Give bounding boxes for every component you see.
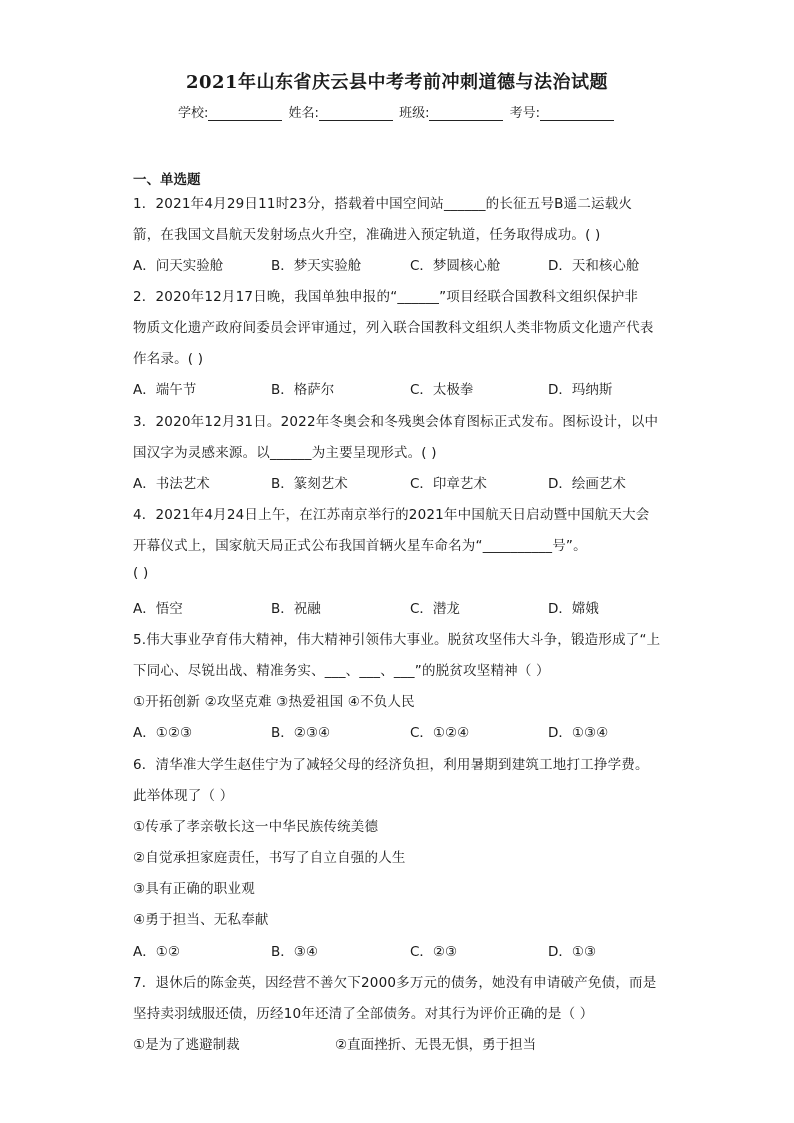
q1-option-c[interactable]: C．梦圆核心舱 <box>410 258 501 274</box>
q4-option-c[interactable]: C．潜龙 <box>410 601 460 617</box>
school-label: 学校: <box>178 106 209 121</box>
q6-statement-3: ③具有正确的职业观 <box>133 881 255 897</box>
q6-statement-2: ②自觉承担家庭责任，书写了自立自强的人生 <box>133 850 406 866</box>
q5-option-c[interactable]: C．①②④ <box>410 725 470 741</box>
q7-line-2: 坚持卖羽绒服还债，历经10年还清了全部债务。对其行为评价正确的是（ ） <box>133 1006 594 1022</box>
q3-option-b[interactable]: B．篆刻艺术 <box>271 476 348 492</box>
q4-line-3: ( ) <box>133 565 149 581</box>
q4-line-2: 开幕仪式上，国家航天局正式公布我国首辆火星车命名为“__________号”。 <box>133 538 587 554</box>
q5-option-a[interactable]: A．①②③ <box>133 725 193 741</box>
q7-line-1: 7．退休后的陈金英，因经营不善欠下2000多万元的债务，她没有申请破产免债，而是 <box>133 975 657 991</box>
class-label: 班级: <box>399 106 430 121</box>
q3-line-2: 国汉字为灵感来源。以______为主要呈现形式。( ) <box>133 445 437 461</box>
q7-statement-2: ②直面挫折、无畏无惧，勇于担当 <box>335 1037 537 1053</box>
q1-option-d[interactable]: D．天和核心舱 <box>548 258 640 274</box>
q5-line-1: 5.伟大事业孕育伟大精神，伟大精神引领伟大事业。脱贫攻坚伟大斗争，锻造形成了“上 <box>133 632 661 648</box>
q6-statement-4: ④勇于担当、无私奉献 <box>133 912 269 928</box>
q2-line-1: 2．2020年12月17日晚，我国单独申报的“______”项目经联合国教科文组织保护非 <box>133 289 639 305</box>
number-blank[interactable] <box>540 106 614 121</box>
q6-option-b[interactable]: B．③④ <box>271 944 318 960</box>
q6-statement-1: ①传承了孝亲敬长这一中华民族传统美德 <box>133 819 379 835</box>
q5-option-b[interactable]: B．②③④ <box>271 725 331 741</box>
q3-option-d[interactable]: D．绘画艺术 <box>548 476 626 492</box>
q6-option-a[interactable]: A．①② <box>133 944 180 960</box>
class-blank[interactable] <box>429 106 503 121</box>
q2-line-2: 物质文化遗产政府间委员会评审通过，列入联合国教科文组织人类非物质文化遗产代表 <box>133 320 654 336</box>
q6-option-c[interactable]: C．②③ <box>410 944 458 960</box>
q3-option-c[interactable]: C．印章艺术 <box>410 476 487 492</box>
q5-option-d[interactable]: D．①③④ <box>548 725 609 741</box>
section-heading: 一、单选题 <box>133 172 201 188</box>
q4-option-b[interactable]: B．祝融 <box>271 601 321 617</box>
q1-option-a[interactable]: A．问天实验舱 <box>133 258 224 274</box>
q4-option-a[interactable]: A．悟空 <box>133 601 183 617</box>
student-info-row <box>0 102 794 121</box>
q4-line-1: 4．2021年4月24日上午，在江苏南京举行的2021年中国航天日启动暨中国航天大会 <box>133 507 650 523</box>
q7-statement-1: ①是为了逃避制裁 <box>133 1037 240 1053</box>
q2-option-a[interactable]: A．端午节 <box>133 382 197 398</box>
q1-line-2: 箭，在我国文昌航天发射场点火升空，准确进入预定轨道，任务取得成功。( ) <box>133 227 601 243</box>
q3-option-a[interactable]: A．书法艺术 <box>133 476 210 492</box>
q2-option-b[interactable]: B．格萨尔 <box>271 382 335 398</box>
q3-line-1: 3．2020年12月31日。2022年冬奥会和冬残奥会体育图标正式发布。图标设计，以中 <box>133 414 659 430</box>
q6-line-1: 6．清华准大学生赵佳宁为了减轻父母的经济负担，利用暑期到建筑工地打工挣学费。 <box>133 757 649 773</box>
q2-option-d[interactable]: D．玛纳斯 <box>548 382 613 398</box>
q5-statements: ①开拓创新 ②攻坚克难 ③热爱祖国 ④不负人民 <box>133 694 415 710</box>
page-title: 2021年山东省庆云县中考考前冲刺道德与法治试题 <box>185 72 609 93</box>
q1-line-1: 1．2021年4月29日11时23分，搭载着中国空间站______的长征五号B遥二运载火 <box>133 196 633 212</box>
q1-option-b[interactable]: B．梦天实验舱 <box>271 258 362 274</box>
q2-line-3: 作名录。( ) <box>133 351 204 367</box>
name-label: 姓名: <box>288 106 319 121</box>
q6-line-2: 此举体现了（ ） <box>133 788 234 804</box>
number-label: 考号: <box>509 106 540 121</box>
q6-option-d[interactable]: D．①③ <box>548 944 597 960</box>
name-blank[interactable] <box>319 106 393 121</box>
q4-option-d[interactable]: D．嫦娥 <box>548 601 599 617</box>
q2-option-c[interactable]: C．太极拳 <box>410 382 474 398</box>
school-blank[interactable] <box>208 106 282 121</box>
q5-line-2: 下同心、尽锐出战、精准务实、___、___、___”的脱贫攻坚精神（ ） <box>133 663 550 679</box>
